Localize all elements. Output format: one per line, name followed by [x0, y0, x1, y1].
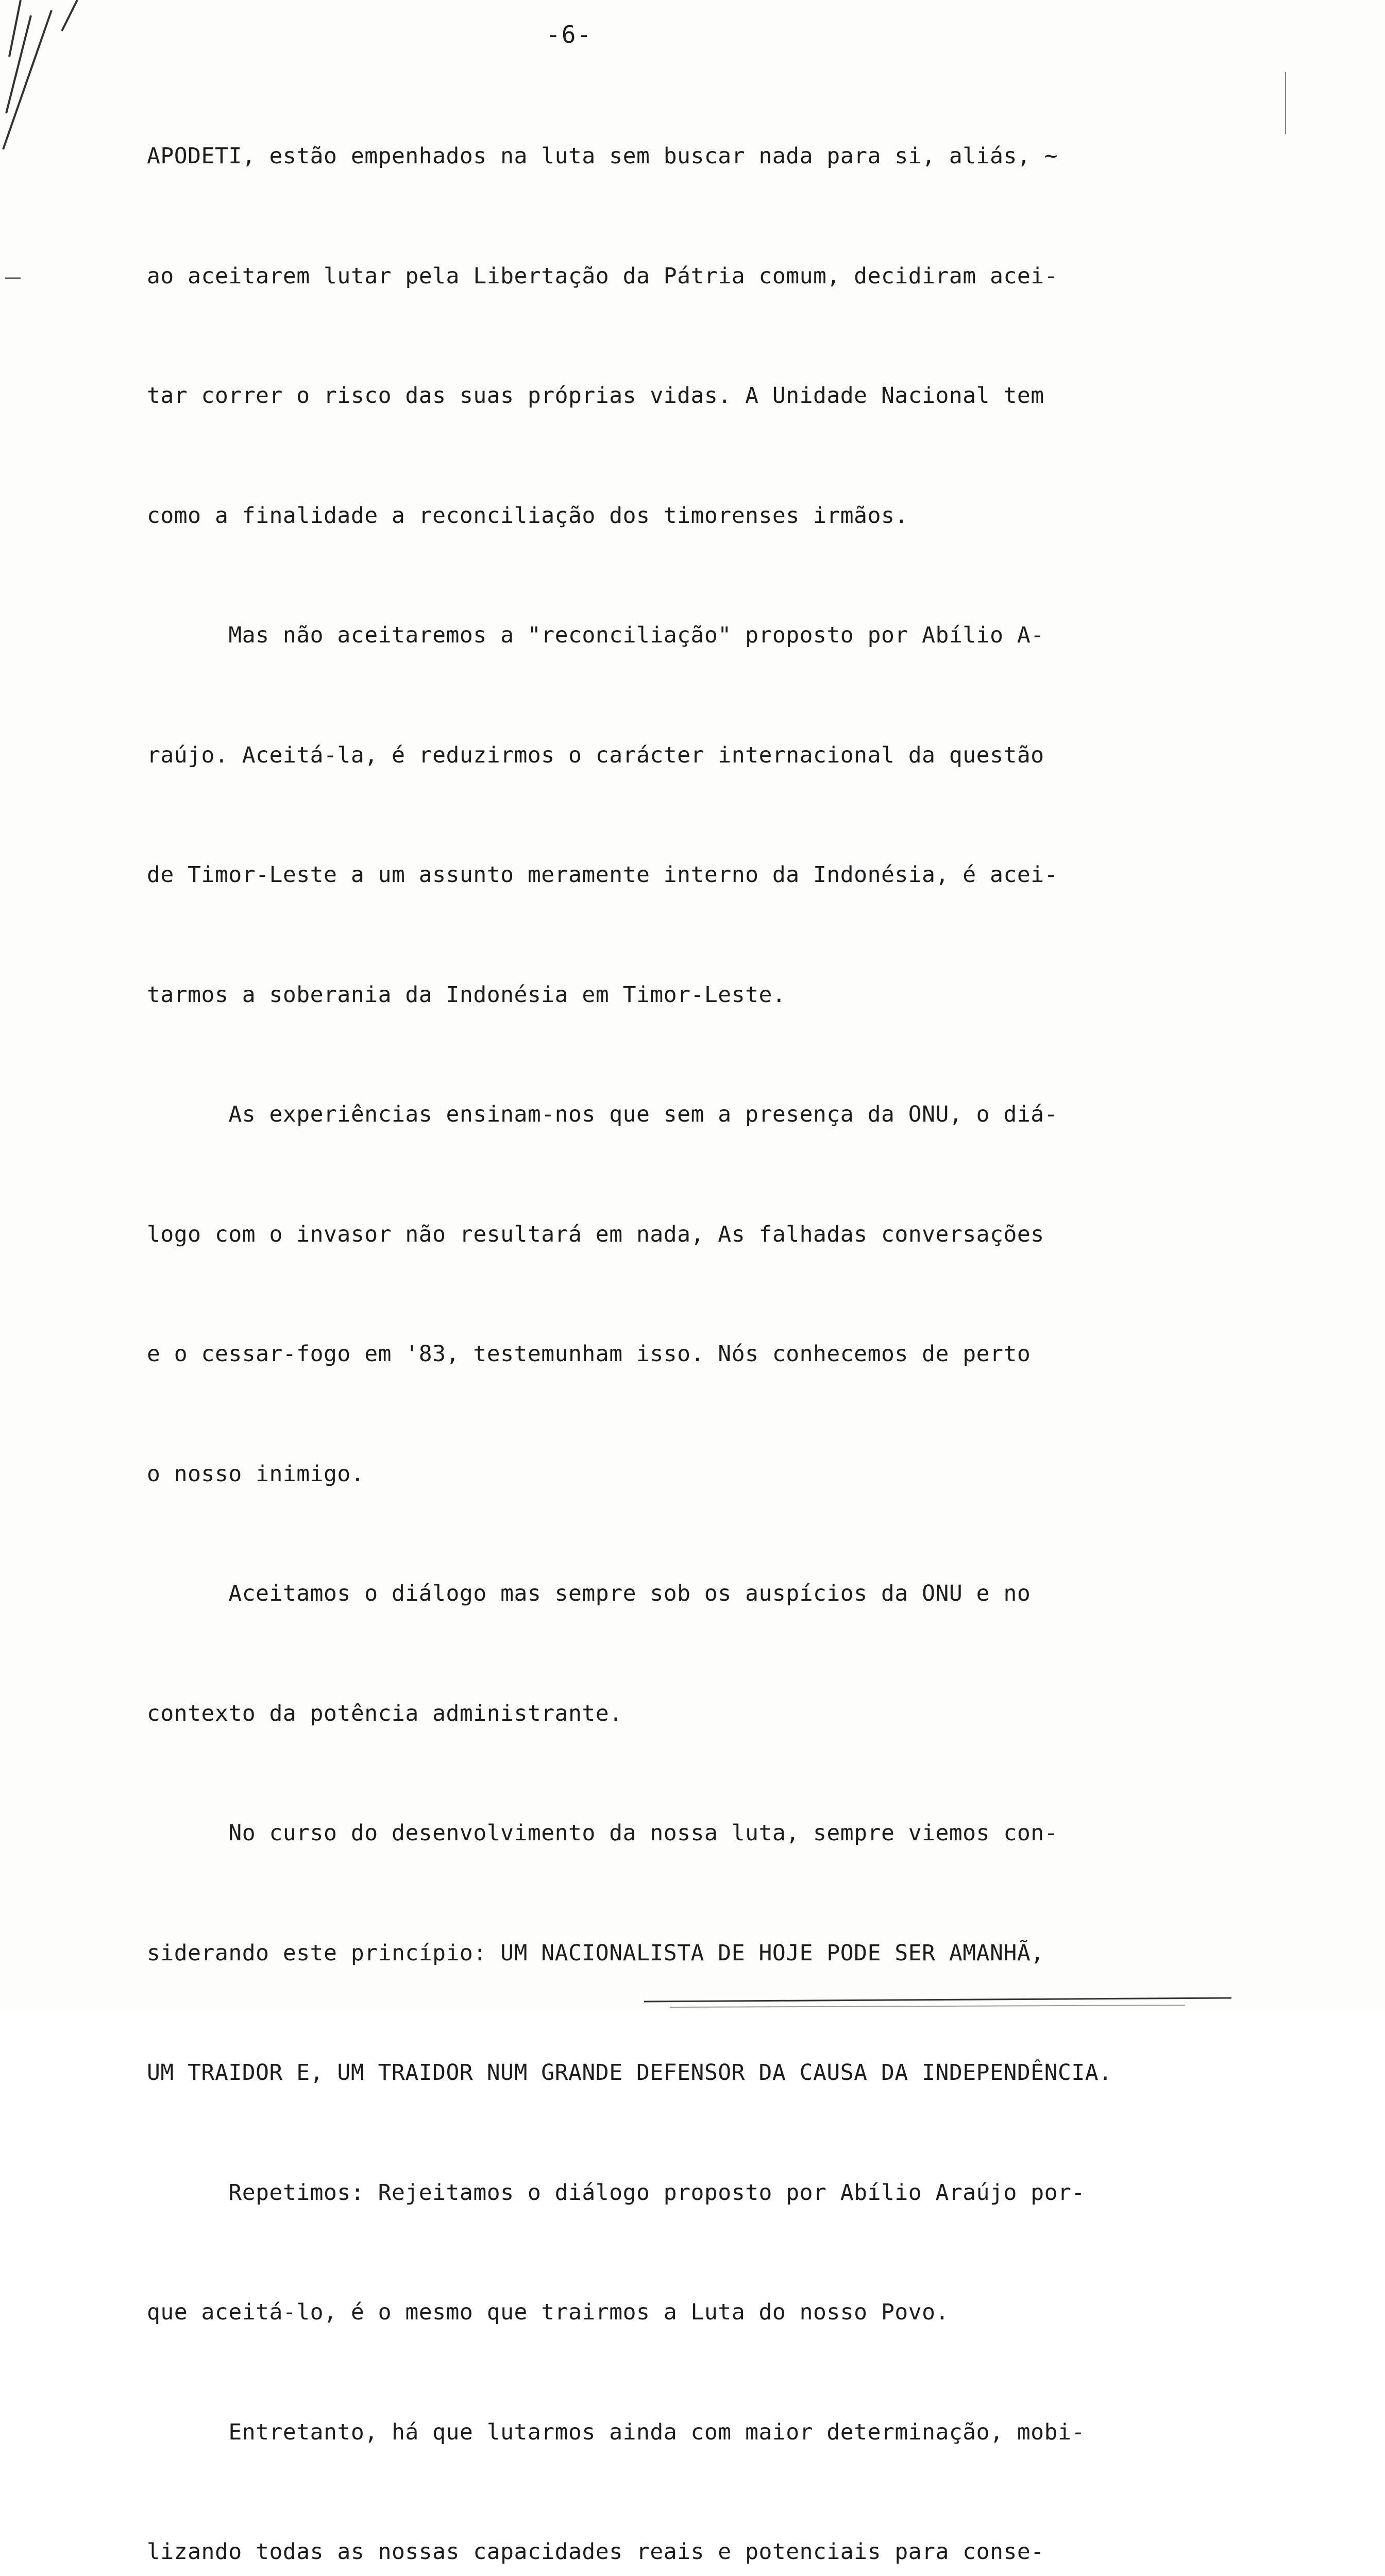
text-line: APODETI, estão empenhados na luta sem buscar nada para si, aliás, ~ [147, 143, 1058, 169]
page-number: -6- [546, 21, 593, 48]
text-line: como a finalidade a reconciliação dos timorenses irmãos. [147, 502, 908, 529]
text-line: e o cessar-fogo em '83, testemunham isso. Nós conhecemos de perto [147, 1341, 1031, 1367]
text-line: de Timor-Leste a um assunto meramente interno da Indonésia, é acei- [147, 862, 1058, 888]
text-line: UM TRAIDOR E, UM TRAIDOR NUM GRANDE DEFENSOR DA CAUSA DA INDEPENDÊNCIA. [147, 2060, 1112, 2086]
typewritten-text [147, 57, 1244, 2576]
text-line: As experiências ensinam-nos que sem a presença da ONU, o diá- [147, 1101, 1058, 1127]
text-line: lizando todas as nossas capacidades reais e potenciais para conse- [147, 2539, 1044, 2565]
text-line: ao aceitarem lutar pela Libertação da Pátria comum, decidiram acei- [147, 263, 1058, 289]
text-line: Repetimos: Rejeitamos o diálogo proposto por Abílio Araújo por- [147, 2179, 1085, 2206]
text-line: que aceitá-lo, é o mesmo que trairmos a Luta do nosso Povo. [147, 2299, 949, 2325]
text-line: tar correr o risco das suas próprias vidas. A Unidade Nacional tem [147, 383, 1044, 409]
text-line: Mas não aceitaremos a "reconciliação" proposto por Abílio A- [147, 622, 1044, 648]
corner-scratch-mark [3, 0, 77, 149]
text-line: No curso do desenvolvimento da nossa luta, sempre viemos con- [147, 1820, 1058, 1846]
text-line: raújo. Aceitá-la, é reduzirmos o carácter internacional da questão [147, 742, 1044, 768]
text-line: logo com o invasor não resultará em nada, As falhadas conversações [147, 1221, 1044, 1247]
text-line: o nosso inimigo. [147, 1461, 365, 1487]
text-line: contexto da potência administrante. [147, 1700, 623, 1726]
text-line: siderando este princípio: UM NACIONALISTA DE HOJE PODE SER AMANHÃ, [147, 1940, 1044, 1966]
text-line: Entretanto, há que lutarmos ainda com maior determinação, mobi- [147, 2419, 1085, 2445]
text-line: Aceitamos o diálogo mas sempre sob os auspícios da ONU e no [147, 1581, 1031, 1606]
text-line: tarmos a soberania da Indonésia em Timor-Leste. [147, 981, 786, 1008]
